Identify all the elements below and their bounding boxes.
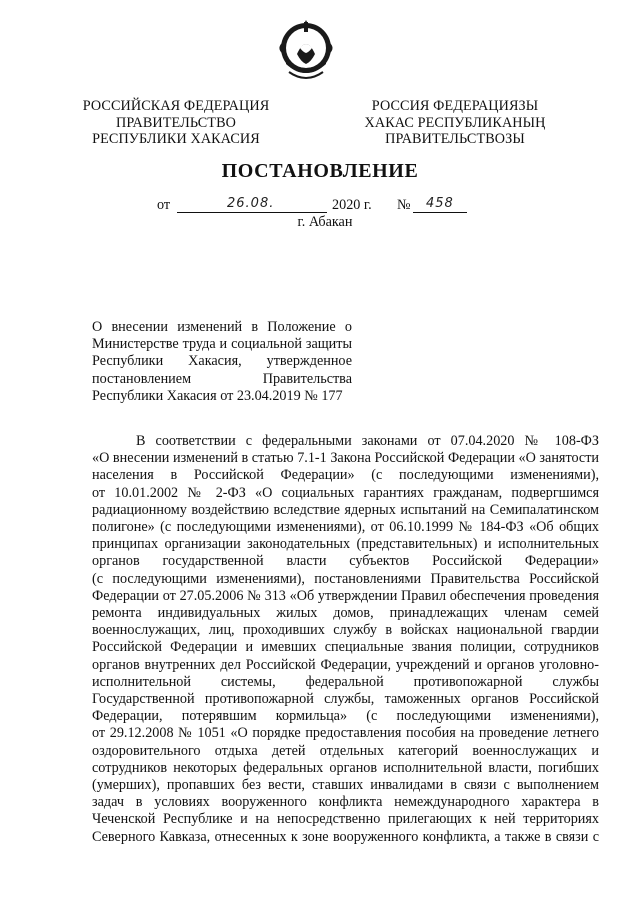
coat-of-arms-icon — [273, 14, 339, 86]
body-line: (умерших), пропавших без вести, ставших инвалидами в связи с выполнением — [92, 777, 599, 794]
number-sign: № — [397, 197, 411, 213]
header-right — [346, 98, 564, 148]
body-line: исполнительной системы, федеральной противопожарной службы — [92, 673, 599, 690]
date-year: 2020 г. — [332, 197, 372, 213]
document-title: ПОСТАНОВЛЕНИЕ — [221, 160, 419, 182]
header-right-line: ПРАВИТЕЛЬСТВОЗЫ — [385, 131, 525, 147]
handwritten-number: 458 — [426, 196, 454, 211]
subject-line: постановлением Правительства — [92, 370, 352, 387]
body-line: ремонта индивидуальных жилых домов, принадлежащих членам семей — [92, 605, 599, 622]
body-line: (с последующими изменениями), постановлениями Правительства Российской — [92, 570, 599, 587]
subject-line: Республики Хакасия от 23.04.2019 № 177 — [92, 387, 343, 404]
header-left — [78, 98, 274, 148]
body-line: Северного Кавказа, отнесенных к зоне вооруженного конфликта, а также в связи с — [92, 828, 599, 845]
header-left-line: РЕСПУБЛИКИ ХАКАСИЯ — [92, 131, 260, 147]
body-line: от 29.12.2008 № 1051 «О порядке предоставления пособия на проведение летнего — [92, 725, 599, 742]
body-line: населения в Российской Федерации» (с последующими изменениями), — [92, 467, 599, 484]
body-line: военнослужащих, лиц, проходивших службу в войсках национальной гвардии — [92, 622, 599, 639]
header-right-line: РОССИЯ ФЕДЕРАЦИЯЗЫ — [371, 98, 539, 114]
body-line: Федерации от 27.05.2006 № 313 «Об утверждении Правил обеспечения проведения — [92, 587, 599, 604]
body-line: Российской Федерации и имевших специальные звания полиции, сотрудников — [92, 639, 599, 656]
body-line: оздоровительного отдыха детей отдельных категорий военнослужащих и — [92, 742, 599, 759]
body-line: «О внесении изменений в статью 7.1-1 Закона Российской Федерации «О занятости — [92, 450, 599, 467]
subject-line: Республики Хакасия, утвержденное — [92, 353, 352, 370]
body-line: органов государственной власти субъектов Российской Федерации» — [92, 553, 599, 570]
body-line: органов внутренних дел Российской Федерации, учреждений и органов уголовно- — [92, 656, 599, 673]
body-line: полигоне» (с последующими изменениями), от 06.10.1999 № 184-ФЗ «Об общих — [92, 519, 599, 536]
body-line: Чеченской Республике и на непосредственно прилегающих к ней территориях — [92, 811, 599, 828]
body-line: принципах организации законодательных (представительных) и исполнительных — [92, 536, 599, 553]
body-line: Государственной противопожарной службы, таможенных органов Российской — [92, 691, 599, 708]
document-body — [92, 433, 599, 846]
header-left-line: РОССИЙСКАЯ ФЕДЕРАЦИЯ — [82, 98, 270, 114]
header-left-line: ПРАВИТЕЛЬСТВО — [116, 114, 236, 131]
body-line: радиационному воздействию вследствие ядерных испытаний на Семипалатинском — [92, 501, 599, 518]
document-subject — [92, 319, 352, 405]
subject-line: Министерстве труда и социальной защиты — [92, 336, 352, 353]
body-line: от 10.01.2002 № 2-ФЗ «О социальных гарантиях гражданам, подвергшимся — [92, 484, 599, 501]
date-prefix: от — [157, 197, 171, 213]
handwritten-date: 26.08. — [227, 196, 275, 211]
body-line: В соответствии с федеральными законами от 07.04.2020 № 108-ФЗ — [136, 433, 599, 449]
subject-line: О внесении изменений в Положение о — [92, 319, 352, 335]
body-line: сотрудников некоторых федеральных органов исполнительной власти, погибших — [92, 759, 599, 776]
body-line: Федерации, потерявшим кормильца» (с последующими изменениями), — [92, 708, 599, 725]
header-right-line: ХАКАС РЕСПУБЛИКАНЫҢ — [364, 114, 546, 131]
city: г. Абакан — [297, 214, 353, 230]
body-line: задач в условиях вооруженного конфликта немеждународного характера в — [92, 794, 599, 811]
